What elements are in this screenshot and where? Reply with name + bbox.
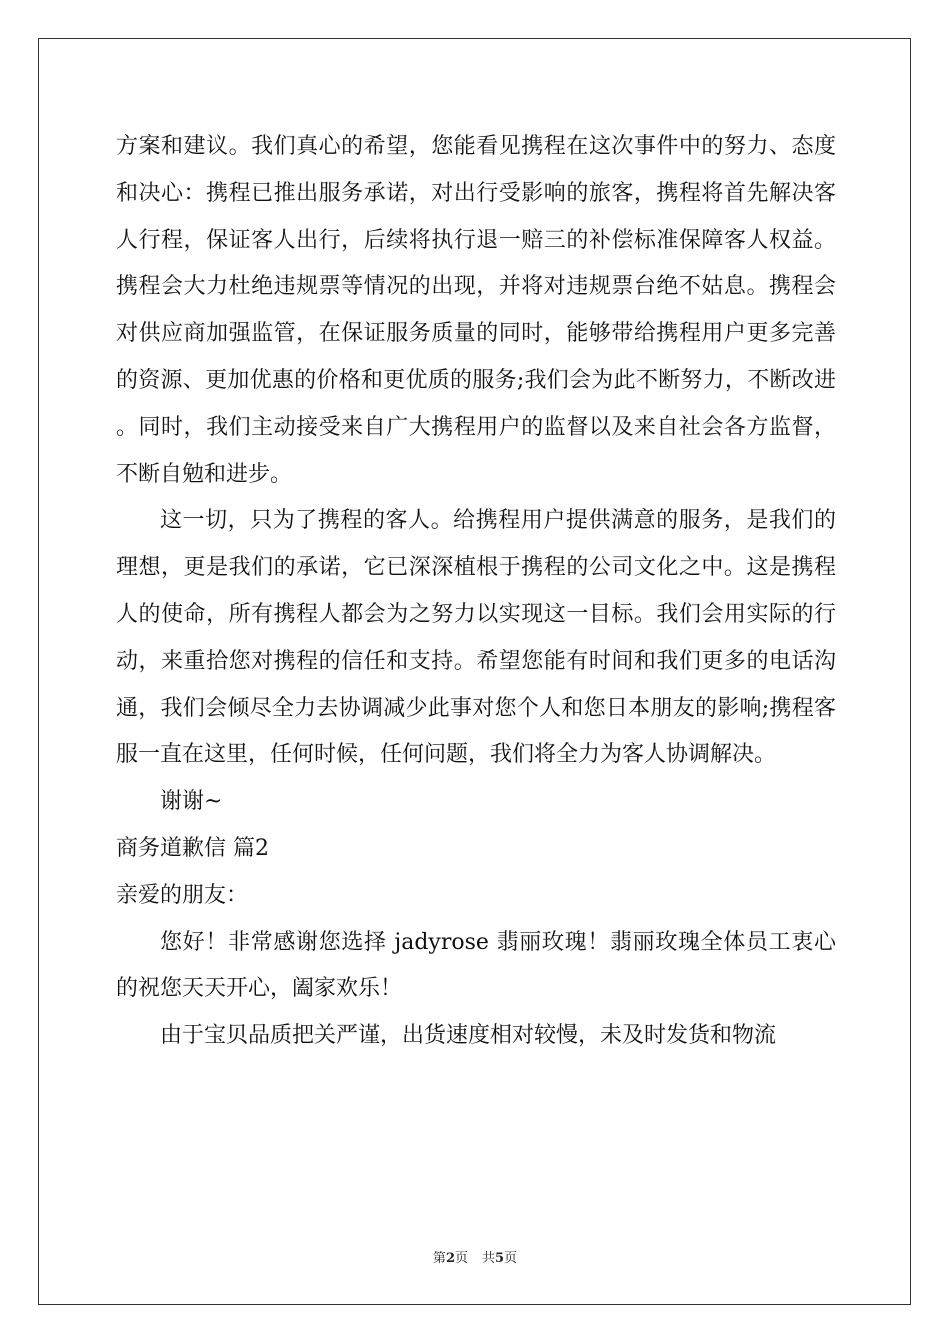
paragraph-greeting: 您好！非常感谢您选择 jadyrose 翡丽玫瑰！翡丽玫瑰全体员工衷心的祝您天天开心，阖家欢乐！ — [116, 929, 836, 1002]
footer-total-pages: 5 — [495, 1251, 505, 1266]
footer-prefix: 第 — [432, 1251, 446, 1266]
closing-thanks: 谢谢~ — [160, 789, 223, 815]
paragraph-2: 这一切，只为了携程的客人。给携程用户提供满意的服务，是我们的理想，更是我们的承诺，它已深深植根于携程的公司文化之中。这是携程人的使命，所有携程人都会为之努力以实现这一目标。我们会用实际的行动，来重拾您对携程的信任和支持。希望您能有时间和我们更多的电话沟通，我们会倾尽全力去协调减少此事对您个人和您日本朋友的影响;携程客服一直在这里，任何时候，任何问题，我们将全力为客人协调解决。 — [116, 508, 836, 768]
salutation: 亲爱的朋友： — [116, 882, 249, 908]
footer-page-suffix: 页 — [454, 1251, 468, 1266]
paragraph-apology: 由于宝贝品质把关严谨，出货速度相对较慢，未及时发货和物流 — [160, 1023, 777, 1049]
document-body — [116, 124, 836, 1060]
section-heading: 商务道歉信 篇2 — [116, 835, 269, 861]
footer-total-prefix: 共 — [482, 1251, 496, 1266]
footer-total-suffix: 页 — [504, 1251, 518, 1266]
footer-current-page: 2 — [445, 1251, 455, 1266]
paragraph-1: 方案和建议。我们真心的希望，您能看见携程在这次事件中的努力、态度和决心：携程已推出服务承诺，对出行受影响的旅客，携程将首先解决客人行程，保证客人出行，后续将执行退一赔三的补偿标准保障客人权益。携程会大力杜绝违规票等情况的出现，并将对违规票台绝不姑息。携程会对供应商加强监管，在保证服务质量的同时，能够带给携程用户更多完善的资源、更加优惠的价格和更优质的服务;我们会为此不断努力，不断改进。同时，我们主动接受来自广大携程用户的监督以及来自社会各方监督，不断自勉和进步。 — [116, 134, 836, 487]
page-footer — [0, 1247, 950, 1266]
